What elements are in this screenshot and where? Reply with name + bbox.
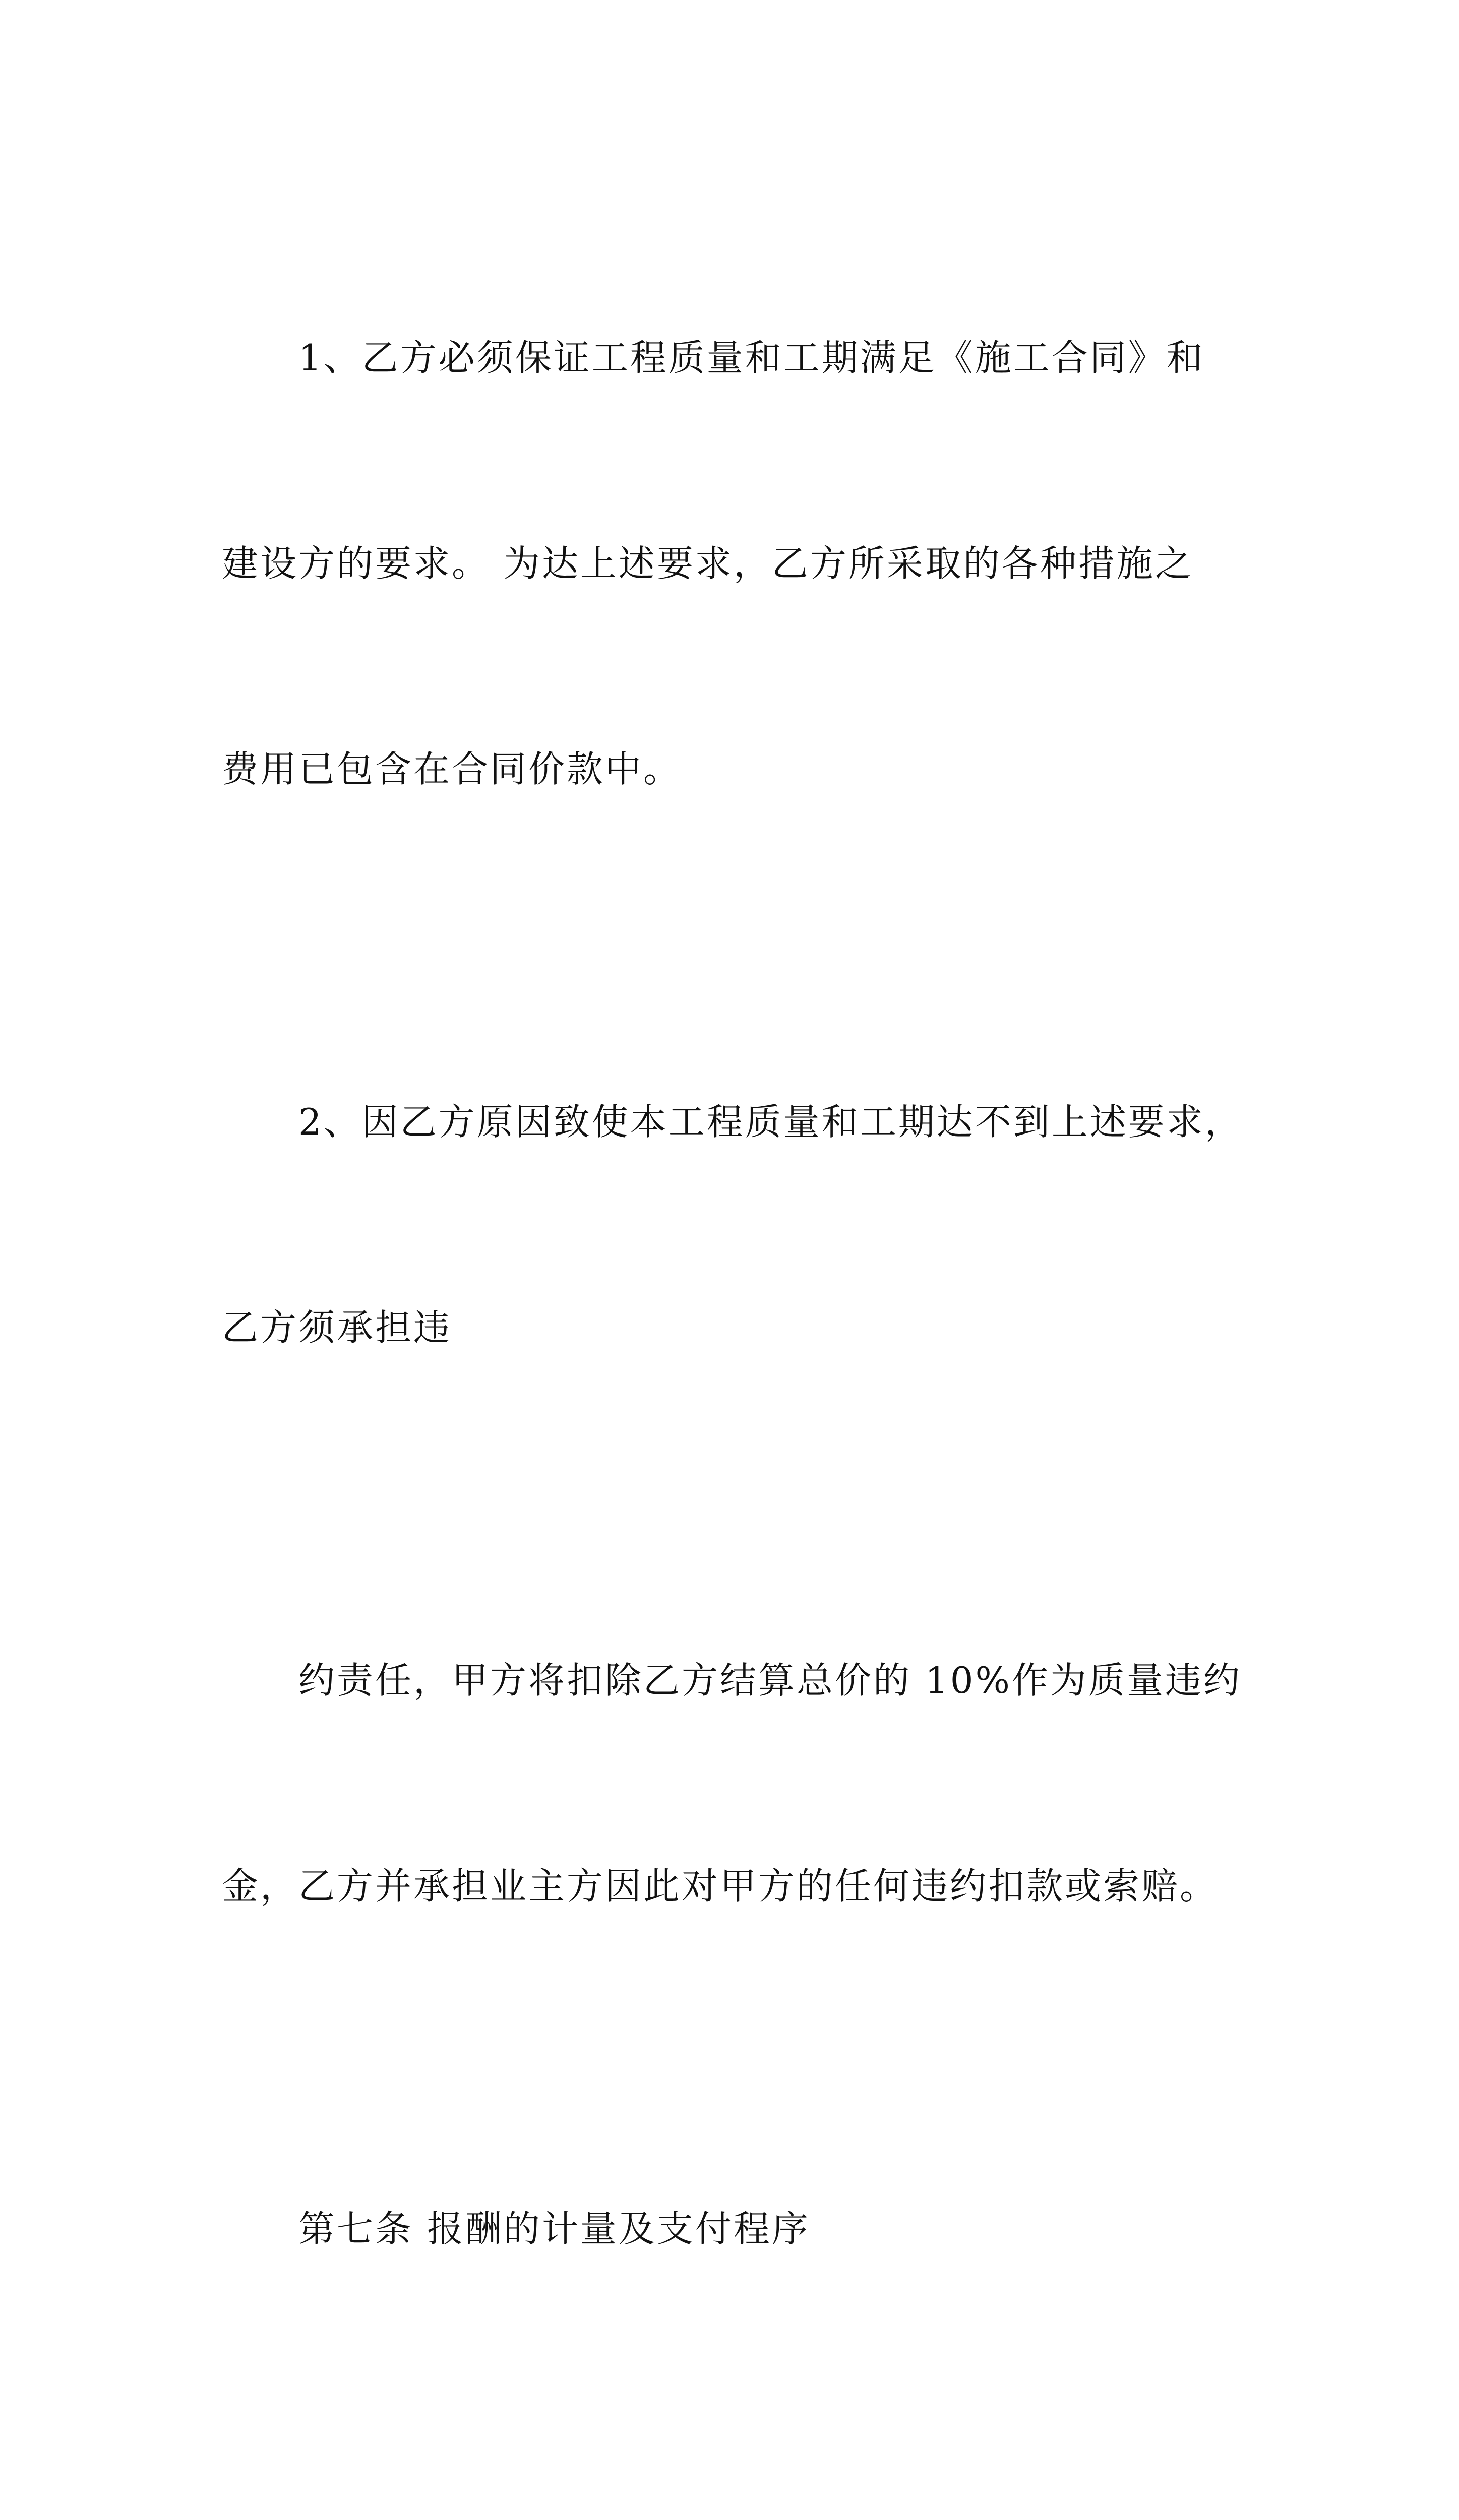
text-line: 乙方须承担违 bbox=[222, 1306, 452, 1349]
text-line: 2、因乙方原因致使本工程质量和工期达不到上述要求， bbox=[222, 1101, 1243, 1143]
text-line: 建设方的要求。 为达上述要求，乙方所采取的各种措施之 bbox=[222, 542, 1193, 585]
section-heading-article-7 bbox=[222, 2057, 1245, 2400]
text-line: 约责任，甲方将扣除乙方结算总价的 10%作为质量违约 bbox=[222, 1659, 1242, 1702]
paragraph-progress-payment bbox=[222, 2400, 1245, 2520]
paragraph-breach-liability bbox=[222, 951, 1245, 1499]
paragraph-penalty bbox=[222, 1509, 1245, 2057]
text-line: 1、乙方必须保证工程质量和工期满足《施工合同》和 bbox=[222, 337, 1205, 379]
document-page bbox=[222, 186, 1245, 2520]
text-line: 金，乙方并承担业主方因此对甲方的任何违约扣款或索赔。 bbox=[222, 1865, 1219, 1907]
text-line: 费用已包含在合同价款中。 bbox=[222, 748, 682, 790]
paragraph-quality-requirement bbox=[222, 186, 1245, 940]
section-heading: 第七条 报酬的计量及支付程序 bbox=[222, 2208, 810, 2250]
